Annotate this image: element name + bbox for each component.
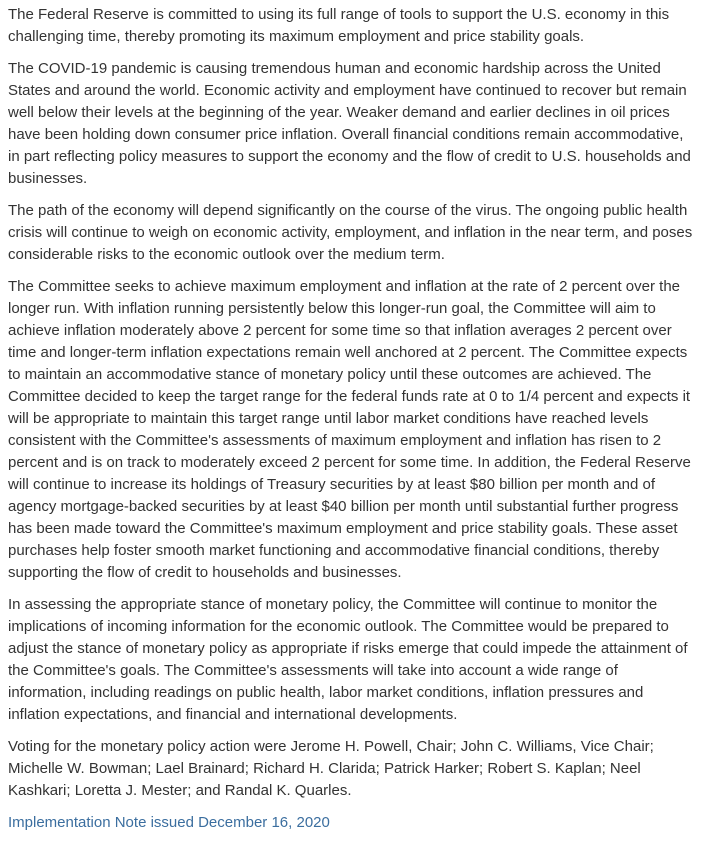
statement-paragraph-pandemic: The COVID-19 pandemic is causing tremendous human and economic hardship across the United States and around the world. Economic activity and employment have continued to recover but remain well below their levels at the beginning of the year. Weaker demand and earlier declines in oil prices have been holding down consumer price inflation. Overall financial conditions remain accommodative, in part reflecting policy measures to support the economy and the flow of credit to U.S. households and businesses. [8,60,691,187]
statement-paragraph-economy-path: The path of the economy will depend significantly on the course of the virus. The ongoing public health crisis will continue to weigh on economic activity, employment, and inflation in the near term, and poses considerable risks to the economic outlook over the medium term. [8,202,693,263]
statement-paragraph-policy-decision: The Committee seeks to achieve maximum employment and inflation at the rate of 2 percent over the longer run. With inflation running persistently below this longer-run goal, the Committee will aim to achieve inflation moderately above 2 percent for some time so that inflation averages 2 percent over time and longer-term inflation expectations remain well anchored at 2 percent. The Committee expects to maintain an accommodative stance of monetary policy until these outcomes are achieved. The Committee decided to keep the target range for the federal funds rate at 0 to 1/4 percent and expects it will be appropriate to maintain this target range until labor market conditions have reached levels consistent with the Committee's assessments of maximum employment and inflation has risen to 2 percent and is on track to moderately exceed 2 percent for some time. In addition, the Federal Reserve will continue to increase its holdings of Treasury securities by at least $80 billion per month and of agency mortgage-backed securities by at least $40 billion per month until substantial further progress has been made toward the Committee's maximum employment and price stability goals. These asset purchases help foster smooth market functioning and accommodative financial conditions, thereby supporting the flow of credit to households and businesses. [8,278,691,581]
implementation-note-link[interactable]: Implementation Note issued December 16, 2020 [8,814,330,831]
statement-paragraph-monitoring: In assessing the appropriate stance of monetary policy, the Committee will continue to monitor the implications of incoming information for the economic outlook. The Committee would be prepared to adjust the stance of monetary policy as appropriate if risks emerge that could impede the attainment of the Committee's goals. The Committee's assessments will take into account a wide range of information, including readings on public health, labor market conditions, inflation pressures and inflation expectations, and financial and international developments. [8,596,688,723]
statement-paragraph-voting: Voting for the monetary policy action were Jerome H. Powell, Chair; John C. Williams, Vice Chair; Michelle W. Bowman; Lael Brainard; Richard H. Clarida; Patrick Harker; Robert S. Kaplan; Neel Kashkari; Loretta J. Mester; and Randal K. Quarles. [8,738,654,799]
statement-paragraph-commitment: The Federal Reserve is committed to using its full range of tools to support the U.S. economy in this challenging time, thereby promoting its maximum employment and price stability goals. [8,6,670,45]
